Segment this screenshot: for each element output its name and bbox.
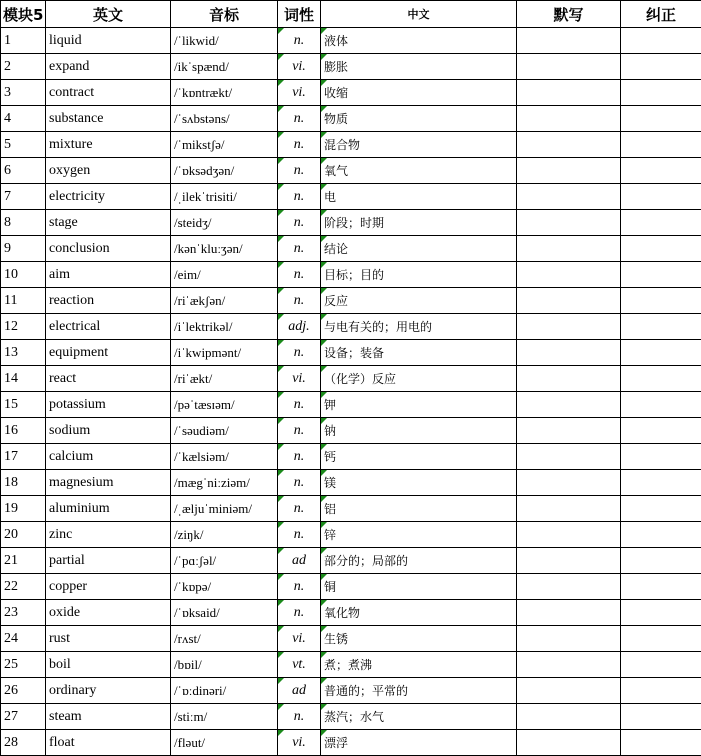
correction-cell[interactable]	[621, 496, 701, 522]
english-word: react	[46, 366, 171, 392]
phonetic: /ziŋk/	[171, 522, 278, 548]
part-of-speech: vi.	[278, 80, 321, 106]
table-row	[1, 392, 701, 418]
header-row	[1, 1, 701, 28]
phonetic: /ˈsʌbstəns/	[171, 106, 278, 132]
table-row	[1, 262, 701, 288]
row-number: 27	[1, 704, 46, 730]
phonetic: /kənˈkluːʒən/	[171, 236, 278, 262]
row-number: 22	[1, 574, 46, 600]
header-module: 模块5	[1, 1, 46, 28]
dictation-cell[interactable]	[517, 210, 621, 236]
chinese-meaning: 部分的；局部的	[321, 548, 517, 574]
row-number: 11	[1, 288, 46, 314]
correction-cell[interactable]	[621, 418, 701, 444]
correction-cell[interactable]	[621, 652, 701, 678]
chinese-meaning: 与电有关的；用电的	[321, 314, 517, 340]
phonetic: /ˈkɒntrækt/	[171, 80, 278, 106]
chinese-meaning: 铝	[321, 496, 517, 522]
english-word: conclusion	[46, 236, 171, 262]
table-row	[1, 652, 701, 678]
dictation-cell[interactable]	[517, 548, 621, 574]
phonetic: /mægˈniːziəm/	[171, 470, 278, 496]
correction-cell[interactable]	[621, 626, 701, 652]
table-row	[1, 600, 701, 626]
dictation-cell[interactable]	[517, 314, 621, 340]
dictation-cell[interactable]	[517, 236, 621, 262]
row-number: 23	[1, 600, 46, 626]
phonetic: /ˈɒksaid/	[171, 600, 278, 626]
chinese-meaning: 钾	[321, 392, 517, 418]
phonetic: /ˈlikwid/	[171, 28, 278, 54]
correction-cell[interactable]	[621, 548, 701, 574]
part-of-speech: vt.	[278, 652, 321, 678]
english-word: electrical	[46, 314, 171, 340]
correction-cell[interactable]	[621, 210, 701, 236]
dictation-cell[interactable]	[517, 340, 621, 366]
correction-cell[interactable]	[621, 54, 701, 80]
row-number: 10	[1, 262, 46, 288]
table-row	[1, 496, 701, 522]
dictation-cell[interactable]	[517, 106, 621, 132]
part-of-speech: n.	[278, 288, 321, 314]
table-row	[1, 730, 701, 756]
dictation-cell[interactable]	[517, 366, 621, 392]
chinese-meaning: 物质	[321, 106, 517, 132]
phonetic: /ˈpɑːʃəl/	[171, 548, 278, 574]
row-number: 15	[1, 392, 46, 418]
row-number: 16	[1, 418, 46, 444]
part-of-speech: n.	[278, 392, 321, 418]
correction-cell[interactable]	[621, 392, 701, 418]
chinese-meaning: 普通的；平常的	[321, 678, 517, 704]
english-word: calcium	[46, 444, 171, 470]
english-word: electricity	[46, 184, 171, 210]
english-word: contract	[46, 80, 171, 106]
english-word: expand	[46, 54, 171, 80]
row-number: 7	[1, 184, 46, 210]
chinese-meaning: 氧气	[321, 158, 517, 184]
table-row	[1, 184, 701, 210]
table-row	[1, 548, 701, 574]
table-row	[1, 340, 701, 366]
part-of-speech: n.	[278, 210, 321, 236]
correction-cell[interactable]	[621, 262, 701, 288]
row-number: 13	[1, 340, 46, 366]
phonetic: /pəˈtæsɪəm/	[171, 392, 278, 418]
phonetic: /riˈækʃən/	[171, 288, 278, 314]
table-row	[1, 522, 701, 548]
chinese-meaning: 钙	[321, 444, 517, 470]
correction-cell[interactable]	[621, 730, 701, 756]
english-word: partial	[46, 548, 171, 574]
header-chinese: 中文	[321, 1, 517, 28]
chinese-meaning: 膨胀	[321, 54, 517, 80]
english-word: reaction	[46, 288, 171, 314]
part-of-speech: ad	[278, 548, 321, 574]
table-row	[1, 444, 701, 470]
dictation-cell[interactable]	[517, 392, 621, 418]
part-of-speech: n.	[278, 418, 321, 444]
part-of-speech: n.	[278, 444, 321, 470]
english-word: rust	[46, 626, 171, 652]
part-of-speech: n.	[278, 470, 321, 496]
phonetic: /ˈkɒpə/	[171, 574, 278, 600]
row-number: 12	[1, 314, 46, 340]
chinese-meaning: 生锈	[321, 626, 517, 652]
part-of-speech: vi.	[278, 730, 321, 756]
row-number: 17	[1, 444, 46, 470]
part-of-speech: vi.	[278, 366, 321, 392]
row-number: 19	[1, 496, 46, 522]
correction-cell[interactable]	[621, 314, 701, 340]
part-of-speech: n.	[278, 184, 321, 210]
table-row	[1, 574, 701, 600]
part-of-speech: n.	[278, 236, 321, 262]
dictation-cell[interactable]	[517, 574, 621, 600]
phonetic: /iˈkwipmənt/	[171, 340, 278, 366]
phonetic: /ˌilekˈtrisiti/	[171, 184, 278, 210]
table-row	[1, 210, 701, 236]
row-number: 26	[1, 678, 46, 704]
correction-cell[interactable]	[621, 288, 701, 314]
chinese-meaning: 结论	[321, 236, 517, 262]
phonetic: /eim/	[171, 262, 278, 288]
correction-cell[interactable]	[621, 236, 701, 262]
chinese-meaning: 电	[321, 184, 517, 210]
phonetic: /riˈækt/	[171, 366, 278, 392]
correction-cell[interactable]	[621, 600, 701, 626]
part-of-speech: n.	[278, 106, 321, 132]
chinese-meaning: 设备；装备	[321, 340, 517, 366]
correction-cell[interactable]	[621, 340, 701, 366]
correction-cell[interactable]	[621, 470, 701, 496]
chinese-meaning: 液体	[321, 28, 517, 54]
header-phonetic: 音标	[171, 1, 278, 28]
row-number: 24	[1, 626, 46, 652]
table-body	[1, 28, 701, 756]
correction-cell[interactable]	[621, 132, 701, 158]
dictation-cell[interactable]	[517, 184, 621, 210]
part-of-speech: n.	[278, 158, 321, 184]
correction-cell[interactable]	[621, 574, 701, 600]
dictation-cell[interactable]	[517, 54, 621, 80]
part-of-speech: n.	[278, 262, 321, 288]
table-row	[1, 288, 701, 314]
chinese-meaning: （化学）反应	[321, 366, 517, 392]
chinese-meaning: 目标；目的	[321, 262, 517, 288]
phonetic: /ˈmikstʃə/	[171, 132, 278, 158]
english-word: substance	[46, 106, 171, 132]
part-of-speech: n.	[278, 340, 321, 366]
dictation-cell[interactable]	[517, 626, 621, 652]
row-number: 6	[1, 158, 46, 184]
dictation-cell[interactable]	[517, 600, 621, 626]
chinese-meaning: 蒸汽；水气	[321, 704, 517, 730]
part-of-speech: n.	[278, 574, 321, 600]
phonetic: /ˈsəudiəm/	[171, 418, 278, 444]
row-number: 4	[1, 106, 46, 132]
correction-cell[interactable]	[621, 28, 701, 54]
table-row	[1, 54, 701, 80]
phonetic: /ˈɒksədʒən/	[171, 158, 278, 184]
table-row	[1, 366, 701, 392]
table-row	[1, 28, 701, 54]
row-number: 1	[1, 28, 46, 54]
table-row	[1, 678, 701, 704]
part-of-speech: ad	[278, 678, 321, 704]
phonetic: /steidʒ/	[171, 210, 278, 236]
part-of-speech: n.	[278, 600, 321, 626]
dictation-cell[interactable]	[517, 652, 621, 678]
correction-cell[interactable]	[621, 80, 701, 106]
table-row	[1, 418, 701, 444]
table-row	[1, 158, 701, 184]
phonetic: /fləut/	[171, 730, 278, 756]
part-of-speech: adj.	[278, 314, 321, 340]
english-word: aim	[46, 262, 171, 288]
chinese-meaning: 煮；煮沸	[321, 652, 517, 678]
dictation-cell[interactable]	[517, 470, 621, 496]
row-number: 20	[1, 522, 46, 548]
correction-cell[interactable]	[621, 704, 701, 730]
phonetic: /ikˈspænd/	[171, 54, 278, 80]
english-word: equipment	[46, 340, 171, 366]
correction-cell[interactable]	[621, 678, 701, 704]
correction-cell[interactable]	[621, 444, 701, 470]
header-correction: 纠正	[621, 1, 701, 28]
english-word: aluminium	[46, 496, 171, 522]
chinese-meaning: 反应	[321, 288, 517, 314]
phonetic: /bɒil/	[171, 652, 278, 678]
dictation-cell[interactable]	[517, 288, 621, 314]
chinese-meaning: 钠	[321, 418, 517, 444]
row-number: 14	[1, 366, 46, 392]
english-word: steam	[46, 704, 171, 730]
part-of-speech: n.	[278, 28, 321, 54]
table-row	[1, 704, 701, 730]
header-dictation: 默写	[517, 1, 621, 28]
dictation-cell[interactable]	[517, 28, 621, 54]
part-of-speech: vi.	[278, 626, 321, 652]
dictation-cell[interactable]	[517, 730, 621, 756]
row-number: 28	[1, 730, 46, 756]
correction-cell[interactable]	[621, 522, 701, 548]
dictation-cell[interactable]	[517, 496, 621, 522]
phonetic: /ˈkælsiəm/	[171, 444, 278, 470]
chinese-meaning: 阶段；时期	[321, 210, 517, 236]
dictation-cell[interactable]	[517, 522, 621, 548]
row-number: 9	[1, 236, 46, 262]
row-number: 8	[1, 210, 46, 236]
dictation-cell[interactable]	[517, 418, 621, 444]
correction-cell[interactable]	[621, 366, 701, 392]
table-row	[1, 132, 701, 158]
chinese-meaning: 氧化物	[321, 600, 517, 626]
table-row	[1, 626, 701, 652]
english-word: potassium	[46, 392, 171, 418]
dictation-cell[interactable]	[517, 132, 621, 158]
row-number: 5	[1, 132, 46, 158]
row-number: 18	[1, 470, 46, 496]
english-word: sodium	[46, 418, 171, 444]
chinese-meaning: 镁	[321, 470, 517, 496]
chinese-meaning: 收缩	[321, 80, 517, 106]
part-of-speech: n.	[278, 522, 321, 548]
phonetic: /stiːm/	[171, 704, 278, 730]
correction-cell[interactable]	[621, 158, 701, 184]
part-of-speech: vi.	[278, 54, 321, 80]
dictation-cell[interactable]	[517, 444, 621, 470]
correction-cell[interactable]	[621, 184, 701, 210]
table-row	[1, 80, 701, 106]
row-number: 2	[1, 54, 46, 80]
table-row	[1, 106, 701, 132]
english-word: oxygen	[46, 158, 171, 184]
dictation-cell[interactable]	[517, 678, 621, 704]
english-word: float	[46, 730, 171, 756]
chinese-meaning: 铜	[321, 574, 517, 600]
phonetic: /rʌst/	[171, 626, 278, 652]
header-pos: 词性	[278, 1, 321, 28]
english-word: ordinary	[46, 678, 171, 704]
phonetic: /ˈɒːdinəri/	[171, 678, 278, 704]
english-word: copper	[46, 574, 171, 600]
header-english: 英文	[46, 1, 171, 28]
dictation-cell[interactable]	[517, 704, 621, 730]
part-of-speech: n.	[278, 496, 321, 522]
table-row	[1, 236, 701, 262]
phonetic: /iˈlektrikəl/	[171, 314, 278, 340]
english-word: magnesium	[46, 470, 171, 496]
phonetic: /ˌæljuˈminiəm/	[171, 496, 278, 522]
dictation-cell[interactable]	[517, 80, 621, 106]
english-word: boil	[46, 652, 171, 678]
part-of-speech: n.	[278, 132, 321, 158]
row-number: 25	[1, 652, 46, 678]
table-row	[1, 314, 701, 340]
english-word: liquid	[46, 28, 171, 54]
dictation-cell[interactable]	[517, 158, 621, 184]
row-number: 21	[1, 548, 46, 574]
correction-cell[interactable]	[621, 106, 701, 132]
dictation-cell[interactable]	[517, 262, 621, 288]
chinese-meaning: 锌	[321, 522, 517, 548]
row-number: 3	[1, 80, 46, 106]
chinese-meaning: 漂浮	[321, 730, 517, 756]
chinese-meaning: 混合物	[321, 132, 517, 158]
part-of-speech: n.	[278, 704, 321, 730]
english-word: mixture	[46, 132, 171, 158]
english-word: stage	[46, 210, 171, 236]
table-row	[1, 470, 701, 496]
english-word: oxide	[46, 600, 171, 626]
english-word: zinc	[46, 522, 171, 548]
